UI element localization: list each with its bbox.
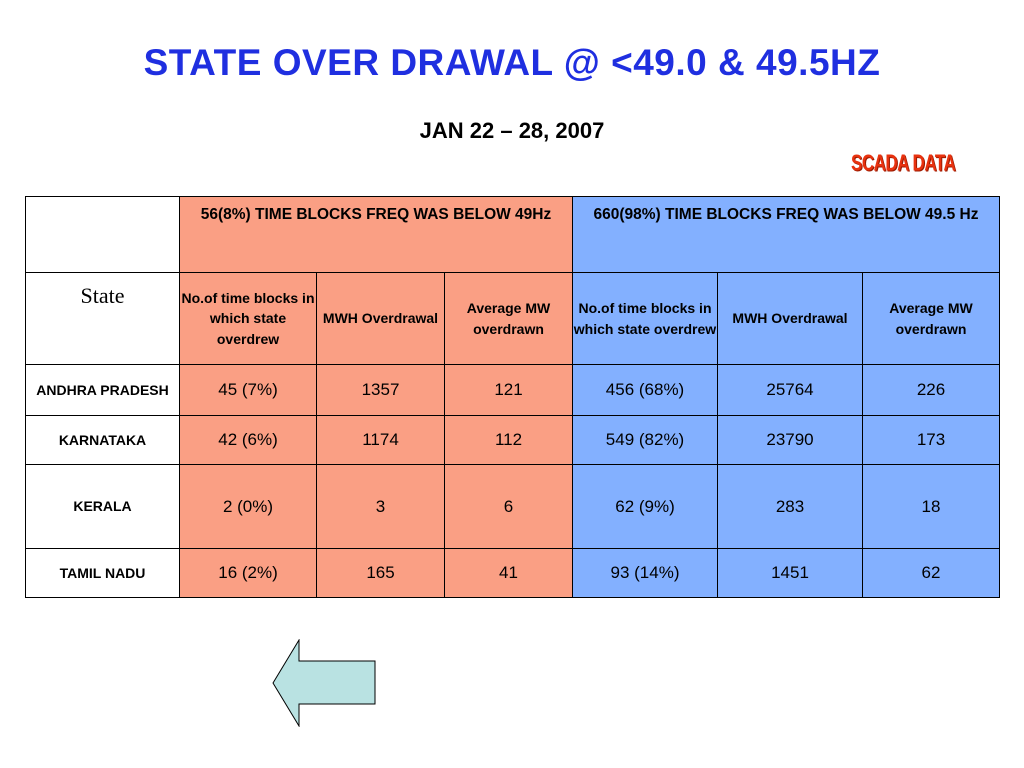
table-cell: 62	[863, 549, 1000, 598]
table-cell: 25764	[718, 365, 863, 416]
page-title: STATE OVER DRAWAL @ <49.0 & 49.5HZ	[143, 42, 881, 83]
table-cell: 112	[445, 416, 573, 465]
group-header-row	[26, 197, 1000, 273]
col-header-avg-mw: Average MW overdrawn	[445, 273, 573, 365]
state-column-header: State	[26, 273, 180, 365]
table-cell: 456 (68%)	[573, 365, 718, 416]
table-cell: 226	[863, 365, 1000, 416]
date-range: JAN 22 – 28, 2007	[419, 118, 605, 143]
table-cell: 121	[445, 365, 573, 416]
scada-data-badge: SCADA DATA	[851, 150, 956, 176]
table-cell: 2 (0%)	[180, 465, 317, 549]
group-header-49-5hz: 660(98%) TIME BLOCKS FREQ WAS BELOW 49.5 Hz	[573, 197, 1000, 273]
overdrawal-table	[25, 196, 1000, 598]
table-cell: 283	[718, 465, 863, 549]
table-cell: 23790	[718, 416, 863, 465]
table-cell: 1174	[317, 416, 445, 465]
state-name: KERALA	[26, 465, 180, 549]
table-cell: 16 (2%)	[180, 549, 317, 598]
sub-header-row	[26, 273, 1000, 365]
table-cell: 62 (9%)	[573, 465, 718, 549]
table-row	[26, 365, 1000, 416]
table-row	[26, 549, 1000, 598]
table-cell: 45 (7%)	[180, 365, 317, 416]
table-cell: 18	[863, 465, 1000, 549]
col-header-avg-mw: Average MW overdrawn	[863, 273, 1000, 365]
table-row	[26, 465, 1000, 549]
col-header-mwh: MWH Overdrawal	[317, 273, 445, 365]
col-header-time-blocks: No.of time blocks in which state overdrew	[180, 273, 317, 365]
table-cell: 42 (6%)	[180, 416, 317, 465]
table-cell: 549 (82%)	[573, 416, 718, 465]
table-cell: 173	[863, 416, 1000, 465]
group-header-49hz: 56(8%) TIME BLOCKS FREQ WAS BELOW 49Hz	[180, 197, 573, 273]
state-name: TAMIL NADU	[26, 549, 180, 598]
table-cell: 3	[317, 465, 445, 549]
table-cell: 165	[317, 549, 445, 598]
state-name: KARNATAKA	[26, 416, 180, 465]
table-cell: 41	[445, 549, 573, 598]
col-header-mwh: MWH Overdrawal	[718, 273, 863, 365]
table-row	[26, 416, 1000, 465]
table-cell: 1451	[718, 549, 863, 598]
corner-cell	[26, 197, 180, 273]
table-cell: 1357	[317, 365, 445, 416]
left-arrow-icon[interactable]	[272, 639, 378, 727]
col-header-time-blocks: No.of time blocks in which state overdrew	[573, 273, 718, 365]
table-cell: 93 (14%)	[573, 549, 718, 598]
state-name: ANDHRA PRADESH	[26, 365, 180, 416]
table-cell: 6	[445, 465, 573, 549]
